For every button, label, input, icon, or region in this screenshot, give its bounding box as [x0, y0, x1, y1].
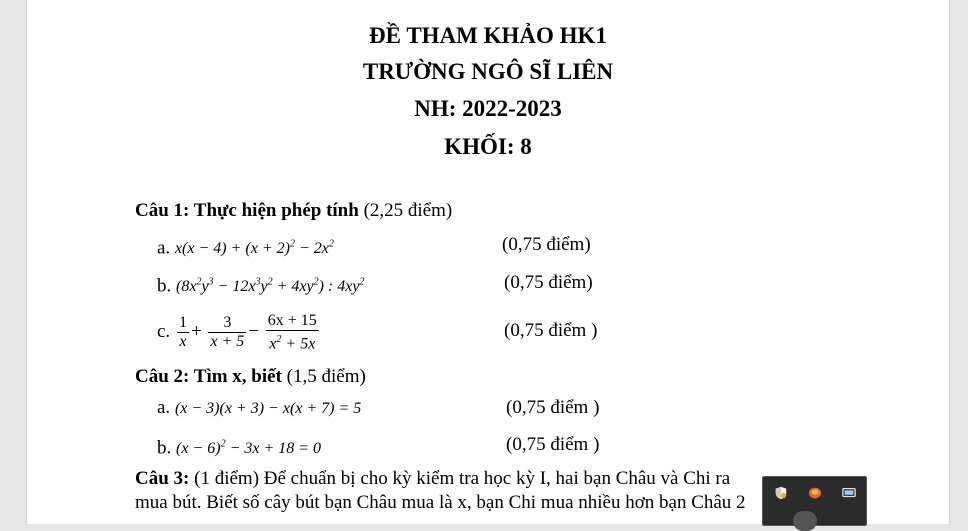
system-tray-popup: [762, 476, 867, 526]
q2-b-expression: $(x - 6)^2 - 3x + 18 = 0$: [176, 439, 322, 458]
grade: KHỐI: 8: [444, 134, 532, 159]
q2-b-label: b.: [157, 437, 172, 459]
q1-c-label: c.: [157, 321, 171, 342]
doc-title: ĐỀ THAM KHẢO HK1: [369, 23, 607, 48]
q1-b: [157, 271, 364, 299]
q2-b-points: (0,75 điểm ): [506, 434, 600, 455]
display-icon[interactable]: [841, 486, 857, 500]
shield-icon[interactable]: [773, 486, 789, 500]
q1-b-expression: $(8x^2y^3 - 12x^3y^2 + 4xy^2)$ : $4xy^2$: [176, 277, 365, 296]
q2-b: [157, 433, 321, 461]
q1-heading: [135, 199, 452, 223]
q3-text-1: (1 điểm) Để chuẩn bị cho kỳ kiểm tra học kỳ I, hai bạn Châu và Chi ra: [194, 468, 731, 489]
q1-points: (2,25 điểm): [363, 200, 453, 221]
q1-c: c. $\frac{1}{x}$ + $\frac{3}{x + 5}$ − $\frac{6x + 15}{x^2 + 5x}$: [157, 311, 317, 353]
fraction-3: $\frac{6x + 15}{x^2 + 5x}$: [267, 311, 317, 353]
q1-a-points: (0,75 điểm): [502, 234, 591, 255]
q2-a-label: a.: [157, 397, 171, 418]
q3-line2: mua bút. Biết số cây bút bạn Châu mua là x, bạn Chi mua nhiều hơn bạn Châu 2: [135, 492, 746, 513]
q2-a-expression: (x − 3)(x + 3) − x(x + 7) = 5: [174, 400, 362, 417]
q1-c-points: (0,75 điểm ): [504, 320, 598, 341]
document-page: [26, 0, 950, 524]
firefox-icon[interactable]: [807, 486, 823, 500]
fraction-1: $\frac{1}{x}$: [178, 314, 187, 351]
q2-a-points: (0,75 điểm ): [506, 397, 600, 418]
tray-button[interactable]: [793, 511, 817, 531]
q3-line1: [135, 467, 730, 491]
school-year: NH: 2022-2023: [414, 96, 562, 121]
q1-b-points: (0,75 điểm): [504, 272, 593, 293]
q1-a: [157, 233, 334, 261]
q2-a: [157, 396, 361, 421]
q2-title: Câu 2: Tìm x, biết: [135, 366, 282, 387]
fraction-2: $\frac{3}{x + 5}$: [210, 314, 245, 351]
school-name: TRƯỜNG NGÔ SĨ LIÊN: [362, 59, 614, 84]
q1-title: Câu 1: Thực hiện phép tính: [135, 200, 359, 221]
q2-heading: [135, 365, 366, 389]
q1-a-label: a.: [157, 237, 171, 259]
q1-b-label: b.: [157, 275, 172, 297]
q3-title: Câu 3:: [135, 468, 190, 489]
q2-points: (1,5 điểm): [286, 366, 366, 387]
q1-a-expression: $x(x - 4) + (x + 2)^2 - 2x^2$: [174, 239, 334, 258]
